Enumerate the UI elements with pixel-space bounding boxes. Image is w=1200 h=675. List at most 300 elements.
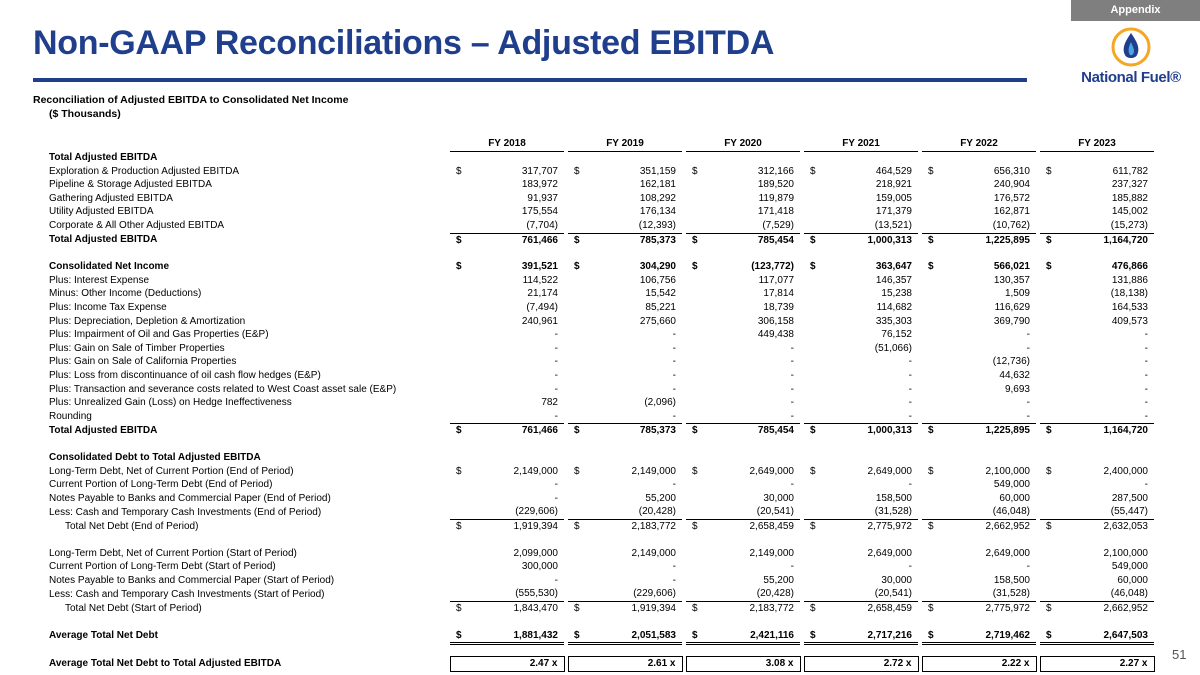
cell-value: - — [672, 479, 676, 491]
cell-value: 409,573 — [1111, 315, 1148, 327]
cell-value: 1,164,720 — [1103, 234, 1148, 246]
row-label: Utility Adjusted EBITDA — [49, 206, 154, 218]
row-label: Plus: Gain on Sale of California Properties — [49, 356, 237, 368]
row-label: Average Total Net Debt to Total Adjusted EBITDA — [49, 658, 282, 670]
cell-value: 549,000 — [1111, 561, 1148, 573]
cell-value: - — [908, 383, 912, 395]
cell-value: 1,919,394 — [513, 520, 558, 532]
dollar-sign: $ — [1046, 234, 1052, 246]
cell-value: (555,530) — [515, 588, 558, 600]
row-label: Total Adjusted EBITDA — [49, 152, 158, 164]
cell-value: 114,682 — [876, 302, 912, 314]
cell-value: (229,606) — [515, 506, 558, 518]
cell-value: 3.08 x — [765, 658, 794, 670]
cell-value: 2.61 x — [647, 658, 676, 670]
dollar-sign: $ — [456, 425, 462, 437]
table-row — [45, 260, 1154, 274]
cell-value: 21,174 — [527, 288, 558, 300]
cell-value: 17,814 — [763, 288, 794, 300]
dollar-sign: $ — [456, 261, 462, 273]
row-label: Current Portion of Long-Term Debt (End of Period) — [49, 479, 273, 491]
column-header: FY 2023 — [1040, 137, 1154, 151]
cell-value: 2.47 x — [529, 658, 558, 670]
cell-value: - — [790, 397, 794, 409]
cell-value: (46,048) — [1110, 588, 1148, 600]
cell-value: (12,736) — [992, 356, 1030, 368]
table-row — [45, 192, 1154, 206]
cell-value: 85,221 — [645, 302, 676, 314]
dollar-sign: $ — [810, 520, 816, 532]
cell-value: (10,762) — [992, 220, 1030, 232]
cell-value: 2,100,000 — [1103, 547, 1148, 559]
cell-value: 175,554 — [521, 206, 558, 218]
dollar-sign: $ — [692, 520, 698, 532]
table-row — [45, 233, 1154, 247]
table-row — [45, 369, 1154, 383]
dollar-sign: $ — [692, 234, 698, 246]
row-label: Pipeline & Storage Adjusted EBITDA — [49, 179, 212, 191]
cell-value: 449,438 — [757, 329, 794, 341]
national-fuel-logo — [1072, 27, 1190, 89]
cell-value: 2,421,116 — [750, 629, 794, 641]
row-label: Consolidated Debt to Total Adjusted EBITDA — [49, 451, 261, 463]
dollar-sign: $ — [810, 234, 816, 246]
table-row — [45, 165, 1154, 179]
cell-value: (20,428) — [756, 588, 794, 600]
cell-value: 2,649,000 — [867, 547, 912, 559]
cell-value: 1,919,394 — [631, 602, 676, 614]
table-row — [45, 274, 1154, 288]
cell-value: 158,500 — [993, 574, 1030, 586]
dollar-sign: $ — [1046, 629, 1052, 641]
cell-value: - — [908, 397, 912, 409]
cell-value: 114,522 — [522, 274, 558, 286]
cell-value: - — [672, 410, 676, 422]
cell-value: - — [790, 410, 794, 422]
table-row — [45, 205, 1154, 219]
dollar-sign: $ — [456, 465, 462, 477]
table-row — [45, 657, 1154, 672]
cell-value: (15,273) — [1110, 220, 1148, 232]
dollar-sign: $ — [692, 261, 698, 273]
dollar-sign: $ — [456, 629, 462, 641]
cell-value: 549,000 — [993, 479, 1030, 491]
cell-value: (20,541) — [874, 588, 912, 600]
cell-value: 363,647 — [875, 261, 912, 273]
table-row — [45, 629, 1154, 644]
cell-value: 2,149,000 — [749, 547, 794, 559]
table-row — [45, 505, 1154, 519]
row-label: Less: Cash and Temporary Cash Investments (Start of Period) — [49, 588, 325, 600]
cell-value: (31,528) — [874, 506, 912, 518]
page-title: Non-GAAP Reconciliations – Adjusted EBITDA — [33, 24, 775, 62]
cell-value: (20,541) — [756, 506, 794, 518]
dollar-sign: $ — [1046, 261, 1052, 273]
dollar-sign: $ — [692, 629, 698, 641]
cell-value: 335,303 — [875, 315, 912, 327]
cell-value: 2,649,000 — [749, 465, 794, 477]
cell-value: - — [672, 356, 676, 368]
cell-value: 159,005 — [875, 192, 912, 204]
cell-value: 15,238 — [881, 288, 912, 300]
dollar-sign: $ — [810, 602, 816, 614]
cell-value: 2,649,000 — [985, 547, 1030, 559]
dollar-sign: $ — [574, 261, 580, 273]
dollar-sign: $ — [928, 261, 934, 273]
dollar-sign: $ — [810, 425, 816, 437]
cell-value: (55,447) — [1110, 506, 1148, 518]
cell-value: 2,717,216 — [867, 629, 912, 641]
dollar-sign: $ — [456, 602, 462, 614]
table-row — [45, 451, 1154, 465]
cell-value: - — [908, 356, 912, 368]
cell-value: 2,149,000 — [513, 465, 558, 477]
row-label: Plus: Transaction and severance costs related to West Coast asset sale (E&P) — [49, 383, 397, 395]
cell-value: (13,521) — [874, 220, 912, 232]
cell-value: 2,649,000 — [867, 465, 912, 477]
cell-value: 108,292 — [639, 192, 676, 204]
dollar-sign: $ — [928, 465, 934, 477]
row-label: Plus: Gain on Sale of Timber Properties — [49, 342, 225, 354]
cell-value: 1,000,313 — [867, 234, 912, 246]
cell-value: 785,454 — [757, 425, 794, 437]
row-label: Consolidated Net Income — [49, 261, 170, 273]
cell-value: - — [672, 574, 676, 586]
cell-value: - — [554, 356, 558, 368]
table-row — [45, 478, 1154, 492]
table-row — [45, 178, 1154, 192]
cell-value: 162,181 — [639, 179, 676, 191]
table-row — [45, 410, 1154, 424]
dollar-sign: $ — [810, 165, 816, 177]
row-label: Total Net Debt (End of Period) — [65, 520, 199, 532]
cell-value: 2,099,000 — [513, 547, 558, 559]
cell-value: 1,164,720 — [1103, 425, 1148, 437]
cell-value: 240,961 — [521, 315, 558, 327]
cell-value: - — [1026, 397, 1030, 409]
cell-value: - — [1144, 383, 1148, 395]
cell-value: - — [554, 479, 558, 491]
row-label: Total Net Debt (Start of Period) — [65, 602, 202, 614]
cell-value: (20,428) — [638, 506, 676, 518]
cell-value: - — [1144, 410, 1148, 422]
cell-value: 106,756 — [639, 274, 676, 286]
cell-value: 145,002 — [1111, 206, 1148, 218]
dollar-sign: $ — [810, 261, 816, 273]
dollar-sign: $ — [692, 465, 698, 477]
cell-value: - — [908, 479, 912, 491]
dollar-sign: $ — [692, 165, 698, 177]
cell-value: 782 — [541, 397, 558, 409]
cell-value: 15,542 — [645, 288, 676, 300]
row-label: Long-Term Debt, Net of Current Portion (End of Period) — [49, 465, 294, 477]
cell-value: 130,357 — [993, 274, 1030, 286]
cell-value: 2,149,000 — [631, 547, 676, 559]
cell-value: 287,500 — [1111, 492, 1148, 504]
cell-value: 2,183,772 — [631, 520, 676, 532]
row-label: Notes Payable to Banks and Commercial Paper (Start of Period) — [49, 574, 335, 586]
row-label: Long-Term Debt, Net of Current Portion (Start of Period) — [49, 547, 297, 559]
dollar-sign: $ — [1046, 602, 1052, 614]
cell-value: 761,466 — [521, 234, 558, 246]
cell-value: (18,138) — [1110, 288, 1148, 300]
cell-value: - — [1144, 397, 1148, 409]
column-header: FY 2020 — [686, 137, 800, 151]
cell-value: 306,158 — [757, 315, 794, 327]
cell-value: 171,379 — [875, 206, 912, 218]
cell-value: 164,533 — [1111, 302, 1148, 314]
cell-value: 1,225,895 — [985, 234, 1030, 246]
cell-value: 351,159 — [639, 165, 676, 177]
cell-value: 171,418 — [757, 206, 794, 218]
row-label: Total Adjusted EBITDA — [49, 234, 158, 246]
spacer-row — [45, 616, 1154, 629]
spacer-row — [45, 247, 1154, 260]
dollar-sign: $ — [928, 425, 934, 437]
cell-value: 176,134 — [639, 206, 676, 218]
cell-value: 369,790 — [993, 315, 1030, 327]
row-label: Gathering Adjusted EBITDA — [49, 192, 173, 204]
cell-value: - — [554, 383, 558, 395]
cell-value: (46,048) — [992, 506, 1030, 518]
cell-value: 304,290 — [639, 261, 676, 273]
cell-value: - — [908, 561, 912, 573]
dollar-sign: $ — [456, 165, 462, 177]
cell-value: (7,704) — [526, 220, 558, 232]
row-label: Plus: Unrealized Gain (Loss) on Hedge Ineffectiveness — [49, 397, 292, 409]
cell-value: (51,066) — [874, 342, 912, 354]
cell-value: 91,937 — [527, 192, 558, 204]
cell-value: 2,632,053 — [1103, 520, 1148, 532]
column-header: FY 2018 — [450, 137, 564, 151]
cell-value: 60,000 — [999, 492, 1030, 504]
cell-value: 275,660 — [639, 315, 676, 327]
row-label: Notes Payable to Banks and Commercial Paper (End of Period) — [49, 492, 331, 504]
row-label: Plus: Loss from discontinuance of oil cash flow hedges (E&P) — [49, 370, 321, 381]
cell-value: 1,843,470 — [513, 602, 558, 614]
dollar-sign: $ — [692, 602, 698, 614]
table-row — [45, 355, 1154, 369]
table-row — [45, 519, 1154, 533]
table-row — [45, 574, 1154, 588]
cell-value: 2.27 x — [1119, 658, 1148, 670]
cell-value: 761,466 — [521, 425, 558, 437]
cell-value: 18,739 — [763, 302, 794, 314]
column-header: FY 2019 — [568, 137, 682, 151]
cell-value: 317,707 — [521, 165, 558, 177]
table-row — [45, 396, 1154, 410]
dollar-sign: $ — [574, 520, 580, 532]
cell-value: 391,521 — [521, 261, 558, 273]
row-label: Rounding — [49, 411, 92, 423]
dollar-sign: $ — [810, 465, 816, 477]
cell-value: - — [908, 370, 912, 381]
dollar-sign: $ — [574, 234, 580, 246]
cell-value: 2.22 x — [1001, 658, 1030, 670]
table-row — [45, 601, 1154, 615]
cell-value: - — [1026, 410, 1030, 422]
page-number: 51 — [1172, 647, 1187, 662]
cell-value: (2,096) — [644, 397, 676, 409]
cell-value: 1,000,313 — [867, 425, 912, 437]
cell-value: 30,000 — [881, 574, 912, 586]
cell-value: - — [1144, 342, 1148, 354]
cell-value: 218,921 — [875, 179, 912, 191]
cell-value: 55,200 — [763, 574, 794, 586]
cell-value: 55,200 — [645, 492, 676, 504]
cell-value: 785,373 — [639, 425, 676, 437]
dollar-sign: $ — [1046, 425, 1052, 437]
cell-value: 30,000 — [763, 492, 794, 504]
cell-value: - — [554, 342, 558, 354]
cell-value: 300,000 — [521, 561, 558, 573]
cell-value: - — [672, 383, 676, 395]
table-row — [45, 492, 1154, 506]
cell-value: - — [1144, 479, 1148, 491]
cell-value: 1,509 — [1004, 288, 1030, 300]
row-label: Less: Cash and Temporary Cash Investments (End of Period) — [49, 506, 322, 518]
cell-value: 2,775,972 — [867, 520, 912, 532]
cell-value: 1,225,895 — [985, 425, 1030, 437]
cell-value: 116,629 — [994, 302, 1030, 314]
dollar-sign: $ — [928, 602, 934, 614]
cell-value: - — [790, 342, 794, 354]
cell-value: 566,021 — [993, 261, 1030, 273]
cell-value: 44,632 — [999, 370, 1030, 381]
cell-value: 237,327 — [1111, 179, 1148, 191]
cell-value: 146,357 — [875, 274, 912, 286]
table-row — [45, 465, 1154, 479]
table-row — [45, 315, 1154, 329]
cell-value: - — [790, 479, 794, 491]
cell-value: - — [790, 356, 794, 368]
table-row — [45, 328, 1154, 342]
dollar-sign: $ — [928, 234, 934, 246]
cell-value: 656,310 — [993, 165, 1030, 177]
table-row — [45, 560, 1154, 574]
cell-value: 312,166 — [757, 165, 794, 177]
cell-value: - — [1144, 329, 1148, 341]
cell-value: - — [554, 329, 558, 341]
row-label: Current Portion of Long-Term Debt (Start of Period) — [49, 561, 276, 573]
cell-value: 162,871 — [993, 206, 1030, 218]
table-row — [45, 547, 1154, 561]
row-label: Exploration & Production Adjusted EBITDA — [49, 165, 240, 177]
cell-value: - — [672, 561, 676, 573]
cell-value: 2,662,952 — [1103, 602, 1148, 614]
cell-value: (229,606) — [633, 588, 676, 600]
table-row — [45, 151, 1154, 165]
row-label: Plus: Interest Expense — [49, 274, 150, 286]
cell-value: - — [554, 574, 558, 586]
cell-value: 183,972 — [521, 179, 558, 191]
cell-value: 176,572 — [993, 192, 1030, 204]
cell-value: (123,772) — [751, 261, 794, 273]
cell-value: (12,393) — [638, 220, 676, 232]
cell-value: 785,373 — [639, 234, 676, 246]
cell-value: - — [554, 492, 558, 504]
spacer-row — [45, 534, 1154, 547]
column-header: FY 2021 — [804, 137, 918, 151]
table-row — [45, 219, 1154, 233]
cell-value: 2,183,772 — [749, 602, 794, 614]
table-subtitle: Reconciliation of Adjusted EBITDA to Consolidated Net Income — [33, 94, 349, 106]
cell-value: 2,658,459 — [749, 520, 794, 532]
cell-value: 9,693 — [1004, 383, 1030, 395]
row-label: Plus: Income Tax Expense — [49, 302, 167, 314]
dollar-sign: $ — [574, 465, 580, 477]
table-row — [45, 342, 1154, 356]
spacer-row — [45, 644, 1154, 657]
dollar-sign: $ — [574, 629, 580, 641]
dollar-sign: $ — [928, 165, 934, 177]
dollar-sign: $ — [928, 629, 934, 641]
cell-value: - — [1026, 342, 1030, 354]
dollar-sign: $ — [574, 602, 580, 614]
row-label: Total Adjusted EBITDA — [49, 425, 158, 437]
cell-value: - — [1026, 561, 1030, 573]
row-label: Plus: Depreciation, Depletion & Amortization — [49, 315, 246, 327]
cell-value: 76,152 — [881, 329, 912, 341]
cell-value: 185,882 — [1111, 192, 1148, 204]
cell-value: - — [672, 370, 676, 381]
table-row — [45, 383, 1154, 397]
table-row — [45, 587, 1154, 601]
cell-value: 119,879 — [758, 192, 794, 204]
table-row — [45, 301, 1154, 315]
cell-value: - — [554, 370, 558, 381]
cell-value: 189,520 — [757, 179, 794, 191]
row-label: Average Total Net Debt — [49, 630, 158, 642]
cell-value: 60,000 — [1117, 574, 1148, 586]
cell-value: 2,719,462 — [985, 629, 1030, 641]
cell-value: - — [1144, 356, 1148, 368]
flame-logo-icon — [1110, 27, 1152, 67]
cell-value: 785,454 — [757, 234, 794, 246]
dollar-sign: $ — [574, 425, 580, 437]
table-row — [45, 424, 1154, 438]
cell-value: 2,647,503 — [1103, 629, 1148, 641]
cell-value: - — [790, 383, 794, 395]
cell-value: 158,500 — [875, 492, 912, 504]
cell-value: - — [554, 410, 558, 422]
cell-value: 240,904 — [993, 179, 1030, 191]
cell-value: 2,051,583 — [631, 629, 676, 641]
cell-value: 2,775,972 — [985, 602, 1030, 614]
table-header-row — [45, 137, 1154, 151]
dollar-sign: $ — [1046, 165, 1052, 177]
cell-value: - — [790, 561, 794, 573]
cell-value: 2,149,000 — [631, 465, 676, 477]
dollar-sign: $ — [574, 165, 580, 177]
title-underline — [33, 78, 1027, 82]
logo-wordmark: National Fuel® — [1081, 69, 1181, 86]
cell-value: - — [790, 370, 794, 381]
cell-value: 1,881,432 — [513, 629, 558, 641]
cell-value: 2.72 x — [883, 658, 912, 670]
cell-value: 464,529 — [875, 165, 912, 177]
table-row — [45, 287, 1154, 301]
cell-value: 131,886 — [1111, 274, 1148, 286]
cell-value: 2,100,000 — [985, 465, 1030, 477]
row-label: Plus: Impairment of Oil and Gas Properties (E&P) — [49, 329, 269, 341]
dollar-sign: $ — [456, 234, 462, 246]
row-label: Minus: Other Income (Deductions) — [49, 288, 202, 300]
cell-value: - — [1144, 370, 1148, 381]
row-label: Corporate & All Other Adjusted EBITDA — [49, 220, 225, 232]
cell-value: 2,658,459 — [867, 602, 912, 614]
column-header: FY 2022 — [922, 137, 1036, 151]
